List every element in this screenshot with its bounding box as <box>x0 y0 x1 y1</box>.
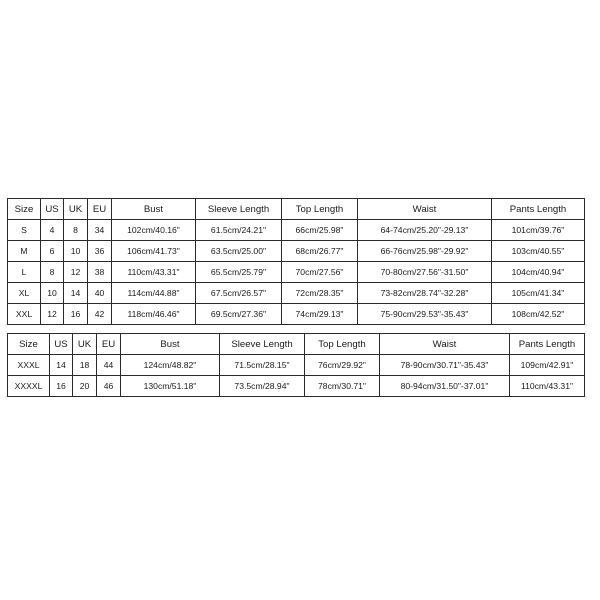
table-cell: 42 <box>88 304 112 325</box>
table-cell: 80-94cm/31.50"-37.01" <box>380 376 510 397</box>
table-cell: 101cm/39.76" <box>492 220 585 241</box>
table-cell: XL <box>8 283 41 304</box>
table-cell: 66cm/25.98" <box>282 220 358 241</box>
table-cell: 18 <box>73 355 97 376</box>
table-cell: 12 <box>41 304 64 325</box>
table-cell: 67.5cm/26.57" <box>196 283 282 304</box>
header-cell: Top Length <box>305 334 380 355</box>
table-cell: 65.5cm/25.79" <box>196 262 282 283</box>
header-row <box>8 334 585 355</box>
header-cell: Size <box>8 199 41 220</box>
table-cell: 102cm/40.16" <box>112 220 196 241</box>
table-cell: 14 <box>50 355 73 376</box>
table-cell: 108cm/42.52" <box>492 304 585 325</box>
header-cell: Sleeve Length <box>220 334 305 355</box>
table-cell: 75-90cm/29.53"-35.43" <box>358 304 492 325</box>
header-cell: US <box>50 334 73 355</box>
table-row <box>8 355 585 376</box>
header-cell: UK <box>64 199 88 220</box>
table-cell: 104cm/40.94" <box>492 262 585 283</box>
size-chart-table-2 <box>7 333 585 397</box>
table-cell: 78cm/30.71" <box>305 376 380 397</box>
table-cell: 103cm/40.55" <box>492 241 585 262</box>
table-cell: 6 <box>41 241 64 262</box>
table-cell: 44 <box>97 355 121 376</box>
size-chart-table-1 <box>7 198 585 325</box>
table-cell: 106cm/41.73" <box>112 241 196 262</box>
table-row <box>8 241 585 262</box>
table-cell: 110cm/43.31" <box>510 376 585 397</box>
table-cell: 118cm/46.46" <box>112 304 196 325</box>
table-cell: 73.5cm/28.94" <box>220 376 305 397</box>
table-cell: 74cm/29.13" <box>282 304 358 325</box>
table-cell: 68cm/26.77" <box>282 241 358 262</box>
table-cell: 70cm/27.56" <box>282 262 358 283</box>
table-cell: L <box>8 262 41 283</box>
table-cell: XXXXL <box>8 376 50 397</box>
header-cell: Waist <box>380 334 510 355</box>
table-cell: 72cm/28.35" <box>282 283 358 304</box>
table-row <box>8 262 585 283</box>
table-cell: 130cm/51.18" <box>121 376 220 397</box>
table-cell: 8 <box>41 262 64 283</box>
table-cell: 109cm/42.91" <box>510 355 585 376</box>
table-cell: XXL <box>8 304 41 325</box>
header-cell: Top Length <box>282 199 358 220</box>
table-cell: 64-74cm/25.20"-29.13" <box>358 220 492 241</box>
table-row <box>8 376 585 397</box>
header-cell: Waist <box>358 199 492 220</box>
table-cell: 110cm/43.31" <box>112 262 196 283</box>
table-cell: 40 <box>88 283 112 304</box>
table-row <box>8 304 585 325</box>
table-cell: 69.5cm/27.36" <box>196 304 282 325</box>
table-cell: 16 <box>50 376 73 397</box>
table-cell: M <box>8 241 41 262</box>
header-cell: UK <box>73 334 97 355</box>
header-cell: Bust <box>121 334 220 355</box>
table-cell: 4 <box>41 220 64 241</box>
table-cell: 10 <box>41 283 64 304</box>
table-cell: 20 <box>73 376 97 397</box>
table-cell: 114cm/44.88" <box>112 283 196 304</box>
table-2-body <box>8 334 585 397</box>
table-cell: 66-76cm/25.98"-29.92" <box>358 241 492 262</box>
table-cell: 12 <box>64 262 88 283</box>
header-cell: EU <box>97 334 121 355</box>
table-cell: 38 <box>88 262 112 283</box>
table-cell: 34 <box>88 220 112 241</box>
header-cell: Sleeve Length <box>196 199 282 220</box>
table-cell: 124cm/48.82" <box>121 355 220 376</box>
table-cell: 76cm/29.92" <box>305 355 380 376</box>
header-cell: Bust <box>112 199 196 220</box>
table-cell: 14 <box>64 283 88 304</box>
table-cell: 10 <box>64 241 88 262</box>
header-cell: EU <box>88 199 112 220</box>
header-cell: Size <box>8 334 50 355</box>
table-cell: 63.5cm/25.00" <box>196 241 282 262</box>
table-cell: S <box>8 220 41 241</box>
table-cell: 70-80cm/27.56"-31.50" <box>358 262 492 283</box>
table-cell: 78-90cm/30.71"-35.43" <box>380 355 510 376</box>
table-cell: 73-82cm/28.74"-32.28" <box>358 283 492 304</box>
table-cell: XXXL <box>8 355 50 376</box>
header-cell: Pants Length <box>510 334 585 355</box>
table-cell: 46 <box>97 376 121 397</box>
table-cell: 105cm/41.34" <box>492 283 585 304</box>
header-row <box>8 199 585 220</box>
header-cell: Pants Length <box>492 199 585 220</box>
table-row <box>8 220 585 241</box>
table-cell: 61.5cm/24.21" <box>196 220 282 241</box>
table-cell: 16 <box>64 304 88 325</box>
table-1-body <box>8 199 585 325</box>
table-cell: 71.5cm/28.15" <box>220 355 305 376</box>
header-cell: US <box>41 199 64 220</box>
table-cell: 8 <box>64 220 88 241</box>
table-cell: 36 <box>88 241 112 262</box>
table-row <box>8 283 585 304</box>
